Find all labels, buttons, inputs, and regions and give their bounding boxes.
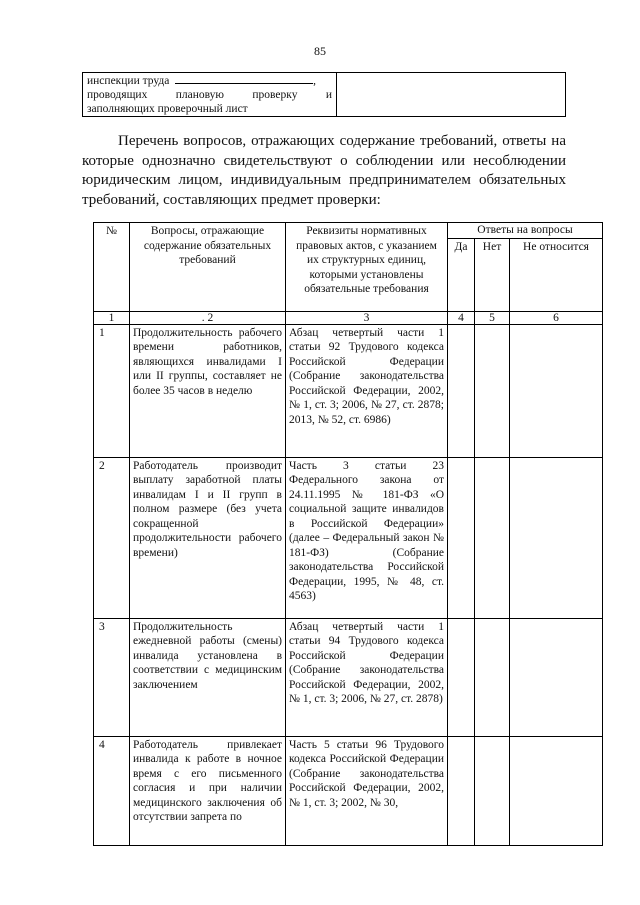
table-row	[94, 457, 603, 618]
row-requisites: Часть 3 статьи 23 Федерального закона от 24.11.1995 № 181-ФЗ «О социальной защите инвалидов в Российской Федерации» (далее – Федеральный закон № 181-ФЗ) (Собрание законодательства Российской Федерации, 1995, № 48, ст. 4563)	[286, 457, 448, 618]
row-question: Работодатель производит выплату заработной платы инвалидам I и II групп в полном размере (без учета сокращенной продолжительности рабочего времени)	[130, 457, 286, 618]
inspector-line-1: инспекции труда ,	[87, 75, 316, 87]
page-number: 85	[314, 44, 326, 58]
row-question: Продолжительность ежедневной работы (смены) инвалида установлена в соответствии с медицинским заключением	[130, 618, 286, 736]
answer-yes-cell[interactable]	[448, 324, 475, 457]
answer-na-cell[interactable]	[510, 618, 603, 736]
answer-na-cell[interactable]	[510, 324, 603, 457]
blank-line	[175, 73, 313, 84]
answer-no-cell[interactable]	[475, 324, 510, 457]
intro-line-4: требований, составляющих предмет проверки:	[82, 191, 381, 208]
index-cell: 3	[286, 311, 448, 324]
header-na: Не относится	[510, 238, 603, 311]
index-row	[94, 311, 603, 324]
intro-paragraph	[82, 132, 566, 210]
table-row	[94, 324, 603, 457]
row-number: 1	[94, 324, 130, 457]
inspector-info-table	[82, 72, 566, 117]
row-number: 4	[94, 736, 130, 845]
row-requisites: Абзац четвертый части 1 статьи 94 Трудового кодекса Российской Федерации (Собрание законодательства Российской Федерации, 2002, № 1, ст. 3; 2006, № 27, ст. 2878)	[286, 618, 448, 736]
answer-yes-cell[interactable]	[448, 618, 475, 736]
inspector-info-cell	[83, 73, 337, 117]
answer-yes-cell[interactable]	[448, 736, 475, 845]
header-yes: Да	[448, 238, 475, 311]
row-requisites: Абзац четвертый части 1 статьи 92 Трудового кодекса Российской Федерации (Собрание законодательства Российской Федерации, 2002, № 1, ст. 3; 2006, № 27, ст. 2878; 2013, № 52, ст. 6986)	[286, 324, 448, 457]
row-number: 2	[94, 457, 130, 618]
intro-line-3: юридическим лицом, индивидуальным предпринимателем обязательных	[82, 172, 566, 188]
header-requisites: Реквизиты нормативных правовых актов, с указанием их структурных единиц, которыми установлены обязательные требования	[286, 223, 448, 312]
index-cell: 1	[94, 311, 130, 324]
inspector-line-2: проводящих плановую проверку и	[87, 89, 332, 101]
row-question: Продолжительность рабочего времени работников, являющихся инвалидами I или II группы, составляет не более 35 часов в неделю	[130, 324, 286, 457]
table-row	[94, 618, 603, 736]
row-number: 3	[94, 618, 130, 736]
row-requisites: Часть 5 статьи 96 Трудового кодекса Российской Федерации (Собрание законодательства Российской Федерации, 2002, № 1, ст. 3; 2002, № 30,	[286, 736, 448, 845]
header-answers: Ответы на вопросы	[448, 223, 603, 239]
table-row	[94, 736, 603, 845]
answer-no-cell[interactable]	[475, 457, 510, 618]
inspector-empty-cell	[337, 73, 566, 117]
answer-no-cell[interactable]	[475, 736, 510, 845]
index-cell: 4	[448, 311, 475, 324]
intro-line-1: Перечень вопросов, отражающих содержание требований, ответы на	[118, 133, 566, 149]
header-no: Нет	[475, 238, 510, 311]
checklist-table	[93, 222, 603, 846]
header-num: №	[94, 223, 130, 312]
answer-na-cell[interactable]	[510, 457, 603, 618]
answer-na-cell[interactable]	[510, 736, 603, 845]
index-cell: 5	[475, 311, 510, 324]
header-questions: Вопросы, отражающие содержание обязательных требований	[130, 223, 286, 312]
answer-yes-cell[interactable]	[448, 457, 475, 618]
inspector-line-3: заполняющих проверочный лист	[87, 103, 248, 115]
index-cell: 6	[510, 311, 603, 324]
row-question: Работодатель привлекает инвалида к работе в ночное время с его письменного согласия и при наличии медицинского заключения об отсутствии запрета по	[130, 736, 286, 845]
index-cell: . 2	[130, 311, 286, 324]
answer-no-cell[interactable]	[475, 618, 510, 736]
intro-line-2: которые однозначно свидетельствуют о соблюдении или несоблюдении	[82, 152, 566, 169]
